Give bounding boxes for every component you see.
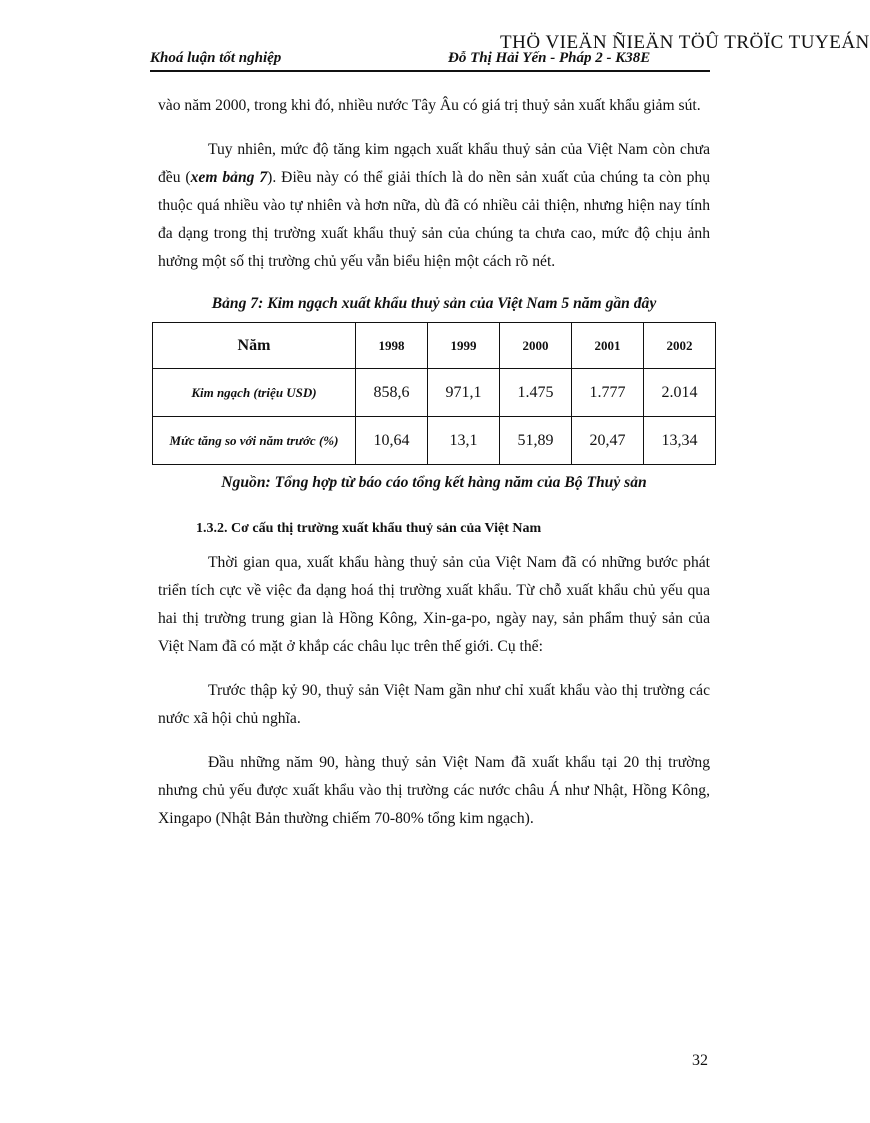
watermark-text: THÖ VIEÄN ÑIEÄN TÖÛ TRÖÏC TUYEÁN xyxy=(500,32,870,53)
table-cell: 13,1 xyxy=(427,417,499,465)
section-heading: 1.3.2. Cơ cấu thị trường xuất khẩu thuỷ sản của Việt Nam xyxy=(196,521,542,536)
table-cell: 858,6 xyxy=(355,369,427,417)
table-header-cell: 1999 xyxy=(427,323,499,369)
table-row-label: Kim ngạch (triệu USD) xyxy=(153,369,356,417)
table-header-cell: Năm xyxy=(153,323,356,369)
export-table xyxy=(152,322,716,465)
table-cell: 971,1 xyxy=(427,369,499,417)
table-header-cell: 2001 xyxy=(571,323,643,369)
paragraph-3: Thời gian qua, xuất khẩu hàng thuỷ sản của Việt Nam đã có những bước phát triển tích cực về việc đa dạng hoá thị trường xuất khẩu. Từ chỗ xuất khẩu chủ yếu qua hai thị trường trung gian là Hồng Kông, Xin-ga-po, ngày nay, sản phẩm thuỷ sản của Việt Nam đã có mặt ở khắp các châu lục trên thế giới. Cụ thể: xyxy=(158,554,710,655)
paragraph-5: Đầu những năm 90, hàng thuỷ sản Việt Nam đã xuất khẩu tại 20 thị trường nhưng chủ yếu được xuất khẩu vào thị trường các nước châu Á như Nhật, Hồng Kông, Xingapo (Nhật Bản thường chiếm 70-80% tổng kim ngạch). xyxy=(158,754,710,827)
table-row xyxy=(153,417,716,465)
header-right: Đỗ Thị Hải Yến - Pháp 2 - K38E xyxy=(448,50,651,66)
table-header-row xyxy=(153,323,716,369)
table-cell: 51,89 xyxy=(499,417,571,465)
table-header-cell: 1998 xyxy=(355,323,427,369)
paragraph-2-text-a: Tuy nhiên, mức độ tăng kim ngạch xuất khẩu thuỷ sản của Việt Nam còn chưa đều ( xyxy=(158,141,710,186)
paragraph-4: Trước thập kỷ 90, thuỷ sản Việt Nam gần như chỉ xuất khẩu vào thị trường các nước xã hội chủ nghĩa. xyxy=(158,682,710,727)
table-reference: xem bảng 7 xyxy=(190,169,268,186)
table-cell: 10,64 xyxy=(355,417,427,465)
table-cell: 20,47 xyxy=(571,417,643,465)
page-number: 32 xyxy=(692,1052,708,1069)
table-header-cell: 2000 xyxy=(499,323,571,369)
paragraph-1: vào năm 2000, trong khi đó, nhiều nước Tây Âu có giá trị thuỷ sản xuất khẩu giảm sút. xyxy=(158,97,701,114)
paragraph-2 xyxy=(158,136,710,276)
paragraph-2-text-b: ). Điều này có thể giải thích là do nền sản xuất của chúng ta còn phụ thuộc quá nhiều vào tự nhiên và hơn nữa, dù đã có nhiều cải thiện, nhưng hiện nay tính đa dạng trong thị trường xuất khẩu thuỷ sản của chúng ta chưa cao, mức độ chịu ảnh hưởng một số thị trường chủ yếu vẫn biểu hiện một cách rõ nét. xyxy=(158,169,710,270)
table-header-cell: 2002 xyxy=(643,323,715,369)
header-left: Khoá luận tốt nghiệp xyxy=(150,50,282,66)
table-caption: Bảng 7: Kim ngạch xuất khẩu thuỷ sản của Việt Nam 5 năm gần đây xyxy=(211,295,657,312)
table-cell: 1.777 xyxy=(571,369,643,417)
table-source: Nguồn: Tổng hợp từ báo cáo tổng kết hàng năm của Bộ Thuỷ sản xyxy=(221,474,647,491)
table-cell: 13,34 xyxy=(643,417,715,465)
page-body xyxy=(158,92,710,833)
table-row-label: Mức tăng so với năm trước (%) xyxy=(153,417,356,465)
header-rule xyxy=(150,70,710,72)
table-row xyxy=(153,369,716,417)
table-cell: 1.475 xyxy=(499,369,571,417)
table-cell: 2.014 xyxy=(643,369,715,417)
